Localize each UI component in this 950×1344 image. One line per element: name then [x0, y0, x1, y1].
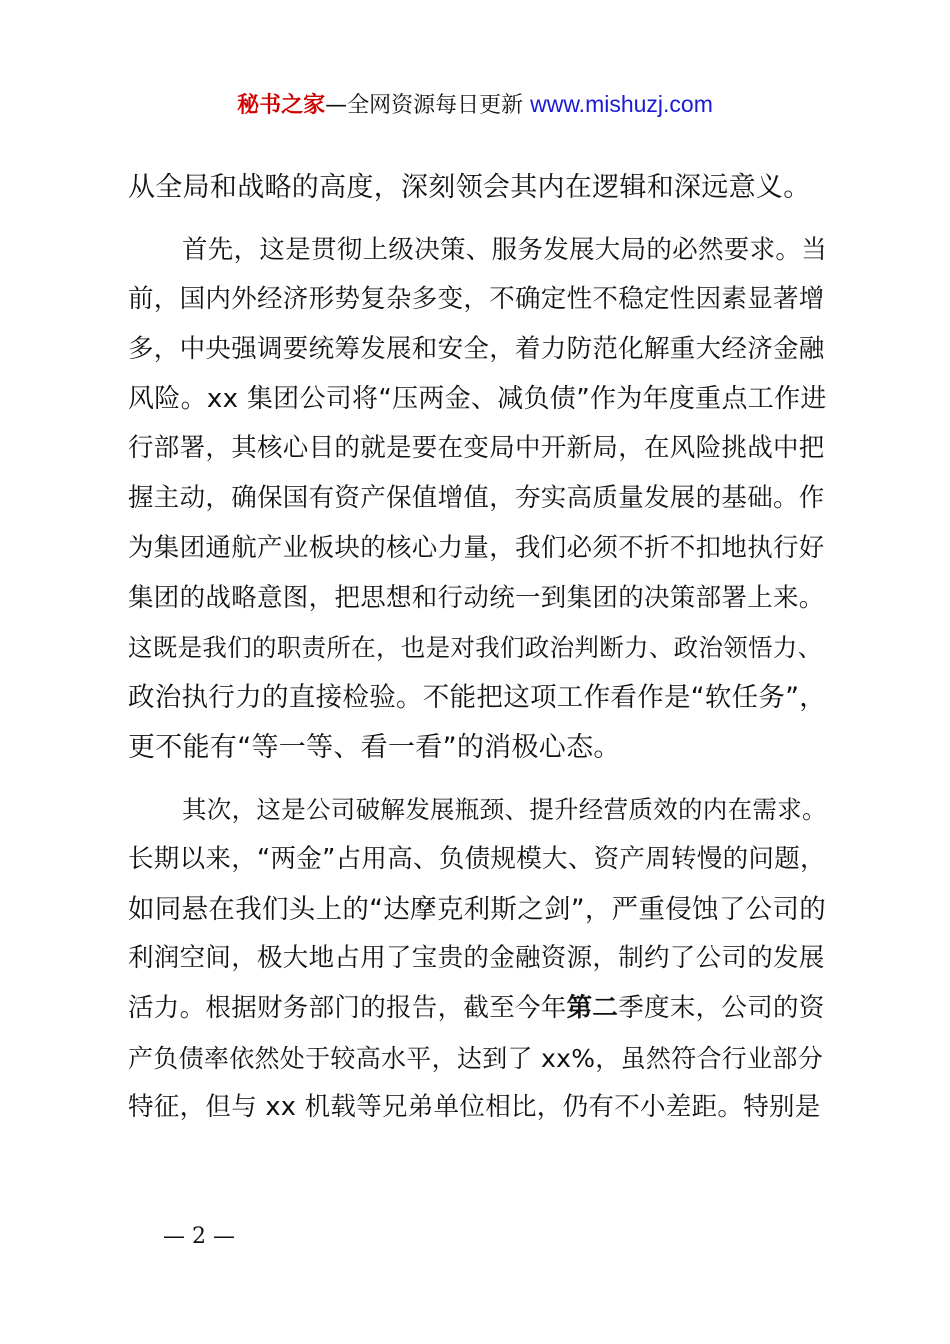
text-line: 首先，这是贯彻上级决策、服务发展大局的必然要求。当 — [182, 234, 828, 265]
header-dash: — — [325, 93, 348, 118]
text-line: 握主动，确保国有资产保值增值，夯实高质量发展的基础。作 — [128, 483, 825, 514]
text-line: 集团的战略意图，把思想和行动统一到集团的决策部署上来。 — [128, 582, 825, 613]
document-body — [128, 163, 828, 1133]
text-line: 长期以来，“两金”占用高、负债规模大、资产周转慢的问题， — [128, 843, 826, 874]
text-segment: 季度末，公司的资 — [618, 993, 825, 1023]
text-line: 为集团通航产业板块的核心力量，我们必须不折不扣地执行好 — [128, 532, 825, 563]
paragraph-1 — [128, 163, 828, 213]
text-line: 利润空间，极大地占用了宝贵的金融资源，制约了公司的发展 — [128, 943, 825, 974]
paragraph-2 — [128, 226, 828, 773]
site-url-link[interactable]: www.mishuzj.com — [530, 91, 713, 117]
text-line: 行部署，其核心目的就是要在变局中开新局，在风险挑战中把 — [128, 433, 825, 464]
text-line: 风险。xx 集团公司将“压两金、减负债”作为年度重点工作进 — [128, 383, 827, 414]
page-number: — 2 — — [163, 1224, 235, 1249]
text-line: 其次，这是公司破解发展瓶颈、提升经营质效的内在需求。 — [182, 795, 827, 825]
text-line: 这既是我们的职责所在，也是对我们政治判断力、政治领悟力、 — [128, 633, 823, 663]
text-line: 前，国内外经济形势复杂多变，不确定性不稳定性因素显著增 — [128, 284, 825, 315]
brand-name: 秘书之家 — [237, 93, 326, 118]
header-slogan: 全网资源每日更新 — [347, 93, 524, 118]
text-line: 如同悬在我们头上的“达摩克利斯之剑”，严重侵蚀了公司的 — [128, 893, 827, 925]
text-line: 特征，但与 xx 机载等兄弟单位相比，仍有不小差距。特别是 — [128, 1092, 821, 1123]
text-line: 政治执行力的直接检验。不能把这项工作看作是“软任务”， — [128, 681, 827, 713]
text-line: 产负债率依然处于较高水平，达到了 xx%，虽然符合行业部分 — [128, 1043, 823, 1073]
text-line: 从全局和战略的高度，深刻领会其内在逻辑和深远意义。 — [128, 172, 811, 203]
text-segment: 活力。根据财务部门的报告，截至今年 — [128, 993, 567, 1023]
text-line: 多，中央强调要统筹发展和安全，着力防范化解重大经济金融 — [128, 334, 825, 365]
bold-text: 第二 — [566, 993, 619, 1023]
site-header — [0, 88, 950, 122]
text-line — [128, 984, 828, 1034]
text-line: 更不能有“等一等、看一看”的消极心态。 — [128, 731, 621, 763]
paragraph-3 — [128, 785, 828, 1133]
